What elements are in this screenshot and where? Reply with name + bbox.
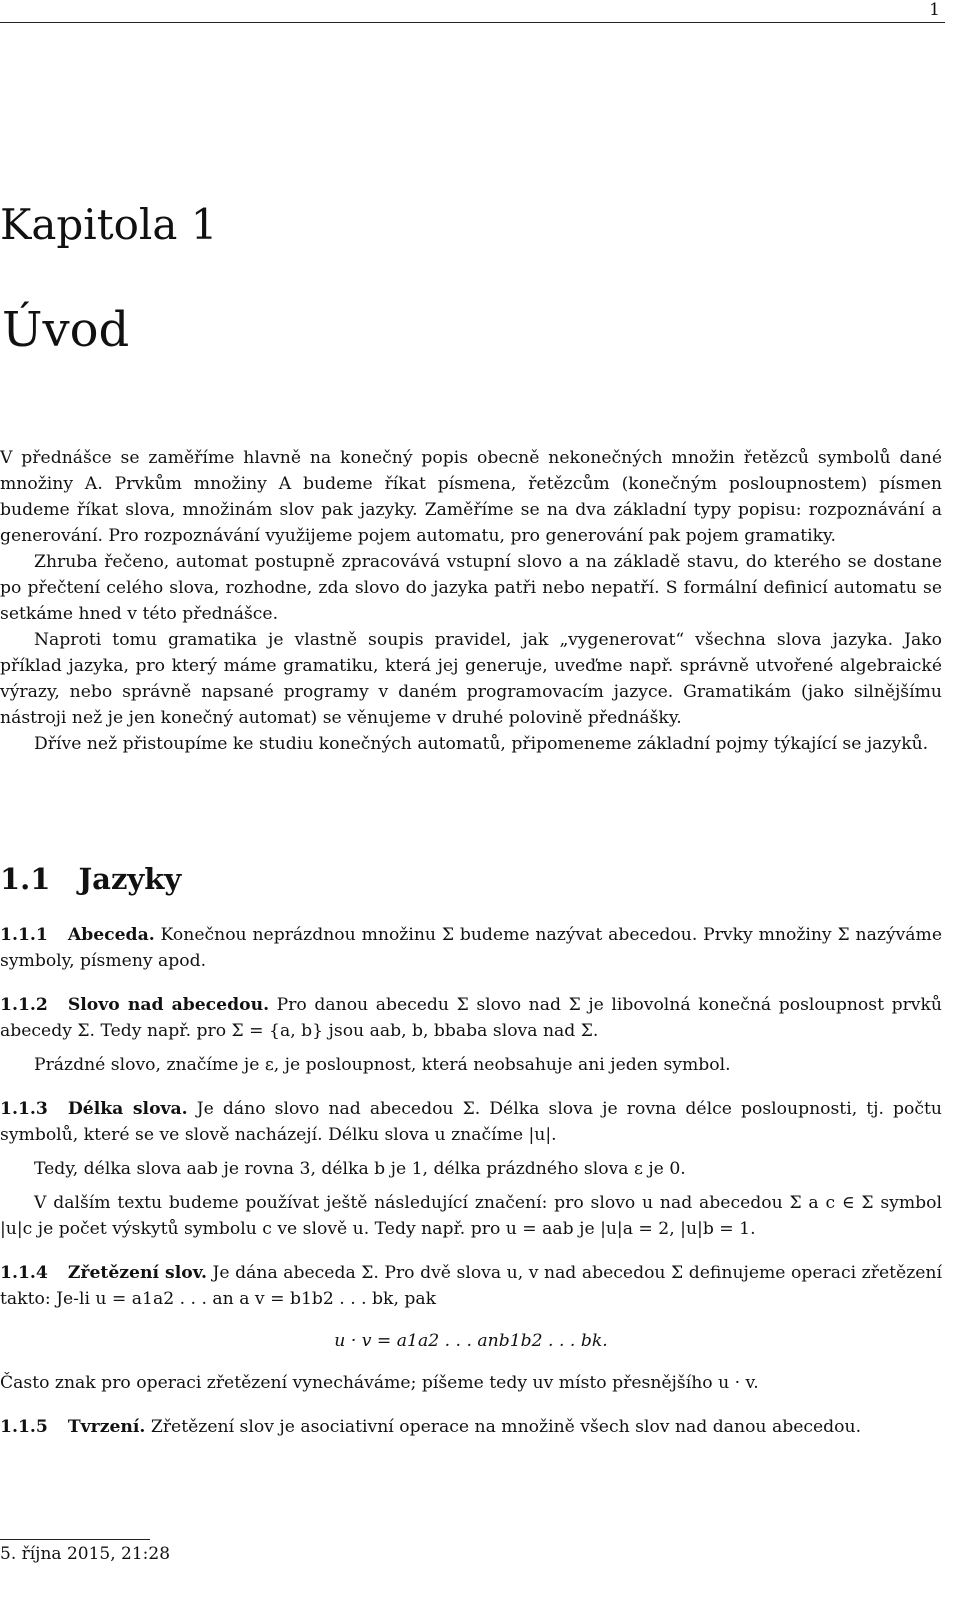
- symbol-count-notation: V dalším textu budeme používat ještě následující značení: pro slovo u nad abecedou Σ a c ∈ Σ symbol |u|c je počet výskytů symbolu c ve slově u. Tedy např. pro u = aab je |u|a = 2, |u|b = 1.: [0, 1193, 942, 1239]
- footer-rule: [0, 1539, 150, 1540]
- length-example: Tedy, délka slova aab je rovna 3, délka b je 1, délka prázdného slova ε je 0.: [34, 1159, 686, 1179]
- section-heading: [0, 862, 181, 896]
- intro-paragraph-2: Zhruba řečeno, automat postupně zpracovává vstupní slovo a na základě stavu, do kterého se dostane po přečtení celého slova, rozhodne, zda slovo do jazyka patři nebo nepatří. S formální definicí automatu se setkáme hned v této přednášce.: [0, 552, 942, 624]
- definition-number: 1.1.3: [0, 1099, 48, 1119]
- definition-title: Slovo nad abecedou.: [67, 995, 270, 1015]
- definition-text: Zřetězení slov je asociativní operace na množině všech slov nad danou abecedou.: [150, 1417, 862, 1437]
- definition-slovo: [0, 992, 942, 1044]
- proposition-asociativita: [0, 1414, 942, 1440]
- chapter-title: Úvod: [2, 302, 130, 358]
- section-title: Jazyky: [78, 862, 182, 896]
- concatenation-formula: u · v = a1a2 . . . anb1b2 . . . bk.: [334, 1331, 608, 1351]
- intro-paragraph-1: V přednášce se zaměříme hlavně na konečný popis obecně nekonečných množin řetězců symbolů dané množiny A. Prvkům množiny A budeme říkat písmena, řetězcům (konečným posloupnostem) písmen budeme říkat slova, množinám slov pak jazyky. Zaměříme se na dva základní typy popisu: rozpoznávání a generování. Pro rozpoznávání využijeme pojem automatu, pro generování pak pojem gramatiky.: [0, 448, 942, 546]
- intro-paragraph-3: Naproti tomu gramatika je vlastně soupis pravidel, jak „vygenerovat“ všechna slova jazyka. Jako příklad jazyka, pro který máme gramatiku, která jej generuje, uveďme např. správně utvořené algebraické výrazy, nebo správně napsané programy v daném programovacím jazyce. Gramatikám (jako silnějšímu nástroji než je jen konečný automat) se věnujeme v druhé polovině přednášky.: [0, 630, 942, 728]
- chapter-label: Kapitola 1: [0, 200, 218, 249]
- definitions: [0, 922, 942, 1440]
- definition-text: Pro danou abecedu Σ slovo nad Σ je libovolná konečná posloupnost prvků abecedy Σ. Tedy např. pro Σ = {a, b} jsou aab, b, bbaba slova nad Σ.: [0, 995, 942, 1041]
- empty-word-paragraph: Prázdné slovo, značíme je ε, je posloupnost, která neobsahuje ani jeden symbol.: [34, 1055, 731, 1075]
- definition-number: 1.1.5: [0, 1417, 48, 1437]
- definition-delka: [0, 1096, 942, 1148]
- section-number: 1.1: [0, 862, 51, 896]
- definition-title: Délka slova.: [67, 1099, 188, 1119]
- footer-date: 5. října 2015, 21:28: [0, 1544, 171, 1564]
- definition-text: Konečnou neprázdnou množinu Σ budeme nazývat abecedou. Prvky množiny Σ nazýváme symboly, písmeny apod.: [0, 925, 943, 971]
- header-rule: [0, 22, 945, 23]
- definition-title: Zřetězení slov.: [67, 1263, 207, 1283]
- definition-number: 1.1.4: [0, 1263, 48, 1283]
- definition-zretezeni: [0, 1260, 942, 1312]
- definition-title: Abeceda.: [67, 925, 155, 945]
- page-number: 1: [929, 0, 940, 20]
- intro-paragraph-4: Dříve než přistoupíme ke studiu konečných automatů, připomeneme základní pojmy týkající se jazyků.: [34, 734, 929, 754]
- concatenation-note: Často znak pro operaci zřetězení vynecháváme; píšeme tedy uv místo přesnějšího u · v.: [0, 1373, 759, 1393]
- definition-text: Je dáno slovo nad abecedou Σ. Délka slova je rovna délce posloupnosti, tj. počtu symbolů, které se ve slově nacházejí. Délku slova u značíme |u|.: [0, 1099, 942, 1145]
- definition-abeceda: [0, 922, 942, 974]
- definition-text: Je dána abeceda Σ. Pro dvě slova u, v nad abecedou Σ definujeme operaci zřetězení takto: Je-li u = a1a2 . . . an a v = b1b2 . . . bk, pak: [0, 1263, 942, 1309]
- definition-title: Tvrzení.: [67, 1417, 146, 1437]
- intro-section: [0, 445, 942, 757]
- definition-number: 1.1.2: [0, 995, 48, 1015]
- definition-number: 1.1.1: [0, 925, 48, 945]
